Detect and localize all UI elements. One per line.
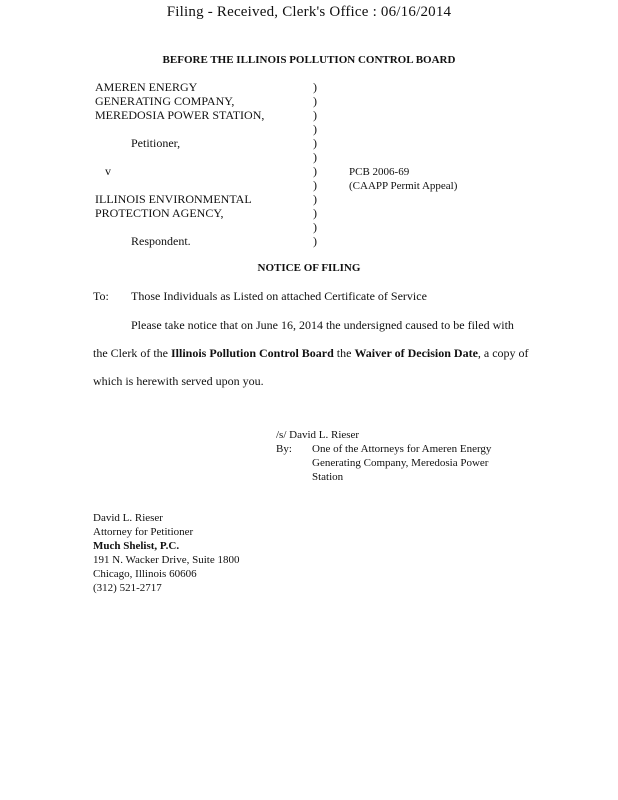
respondent-line-1: ILLINOIS ENVIRONMENTAL	[95, 192, 252, 206]
law-firm: Much Shelist, P.C.	[93, 540, 180, 552]
document-title: Waiver of Decision Date	[354, 346, 478, 360]
notice-title: NOTICE OF FILING	[257, 262, 361, 274]
versus: v	[105, 164, 111, 178]
caption-paren: )	[313, 178, 317, 192]
case-type: (CAAPP Permit Appeal)	[349, 180, 458, 192]
signature-title-1: One of the Attorneys for Ameren Energy	[312, 443, 492, 455]
caption-paren: )	[313, 192, 317, 206]
body-line-3: which is herewith served upon you.	[93, 374, 264, 388]
caption-paren: )	[313, 206, 317, 220]
caption-paren: )	[313, 220, 317, 234]
phone-number: (312) 521-2717	[93, 582, 162, 594]
petitioner-line-2: GENERATING COMPANY,	[95, 94, 235, 108]
city-state-zip: Chicago, Illinois 60606	[93, 568, 197, 580]
caption-paren: )	[313, 150, 317, 164]
petitioner-role: Petitioner,	[131, 136, 181, 150]
signature-name: /s/ David L. Rieser	[276, 429, 360, 441]
caption-paren: )	[313, 164, 317, 178]
body-line-2-start: the Clerk of the	[93, 346, 171, 360]
respondent-line-2: PROTECTION AGENCY,	[95, 206, 224, 220]
body-line-2-mid: the	[333, 346, 355, 360]
caption-paren: )	[313, 94, 317, 108]
attorney-name: David L. Rieser	[93, 512, 163, 524]
respondent-role: Respondent.	[131, 234, 191, 248]
petitioner-line-3: MEREDOSIA POWER STATION,	[95, 108, 265, 122]
board-title: BEFORE THE ILLINOIS POLLUTION CONTROL BOARD	[162, 54, 456, 66]
caption-paren: )	[313, 108, 317, 122]
caption-paren: )	[313, 234, 317, 248]
board-name: Illinois Pollution Control Board	[170, 346, 334, 360]
body-line-2-end: , a copy of	[477, 346, 529, 360]
by-label: By:	[276, 443, 292, 455]
body-line-2	[93, 346, 529, 361]
body-line-1: Please take notice that on June 16, 2014 the undersigned caused to be filed with	[131, 318, 514, 332]
caption-paren: )	[313, 80, 317, 94]
to-text: Those Individuals as Listed on attached Certificate of Service	[131, 289, 427, 303]
filing-stamp: Filing - Received, Clerk's Office : 06/16/2014	[166, 4, 452, 20]
to-label: To:	[93, 289, 109, 303]
signature-title-2: Generating Company, Meredosia Power	[312, 457, 489, 469]
attorney-role: Attorney for Petitioner	[93, 526, 194, 538]
street-address: 191 N. Wacker Drive, Suite 1800	[93, 554, 240, 566]
caption-paren: )	[313, 136, 317, 150]
case-number: PCB 2006-69	[349, 166, 410, 178]
caption-paren: )	[313, 122, 317, 136]
petitioner-line-1: AMEREN ENERGY	[95, 80, 198, 94]
signature-title-3: Station	[312, 471, 344, 483]
